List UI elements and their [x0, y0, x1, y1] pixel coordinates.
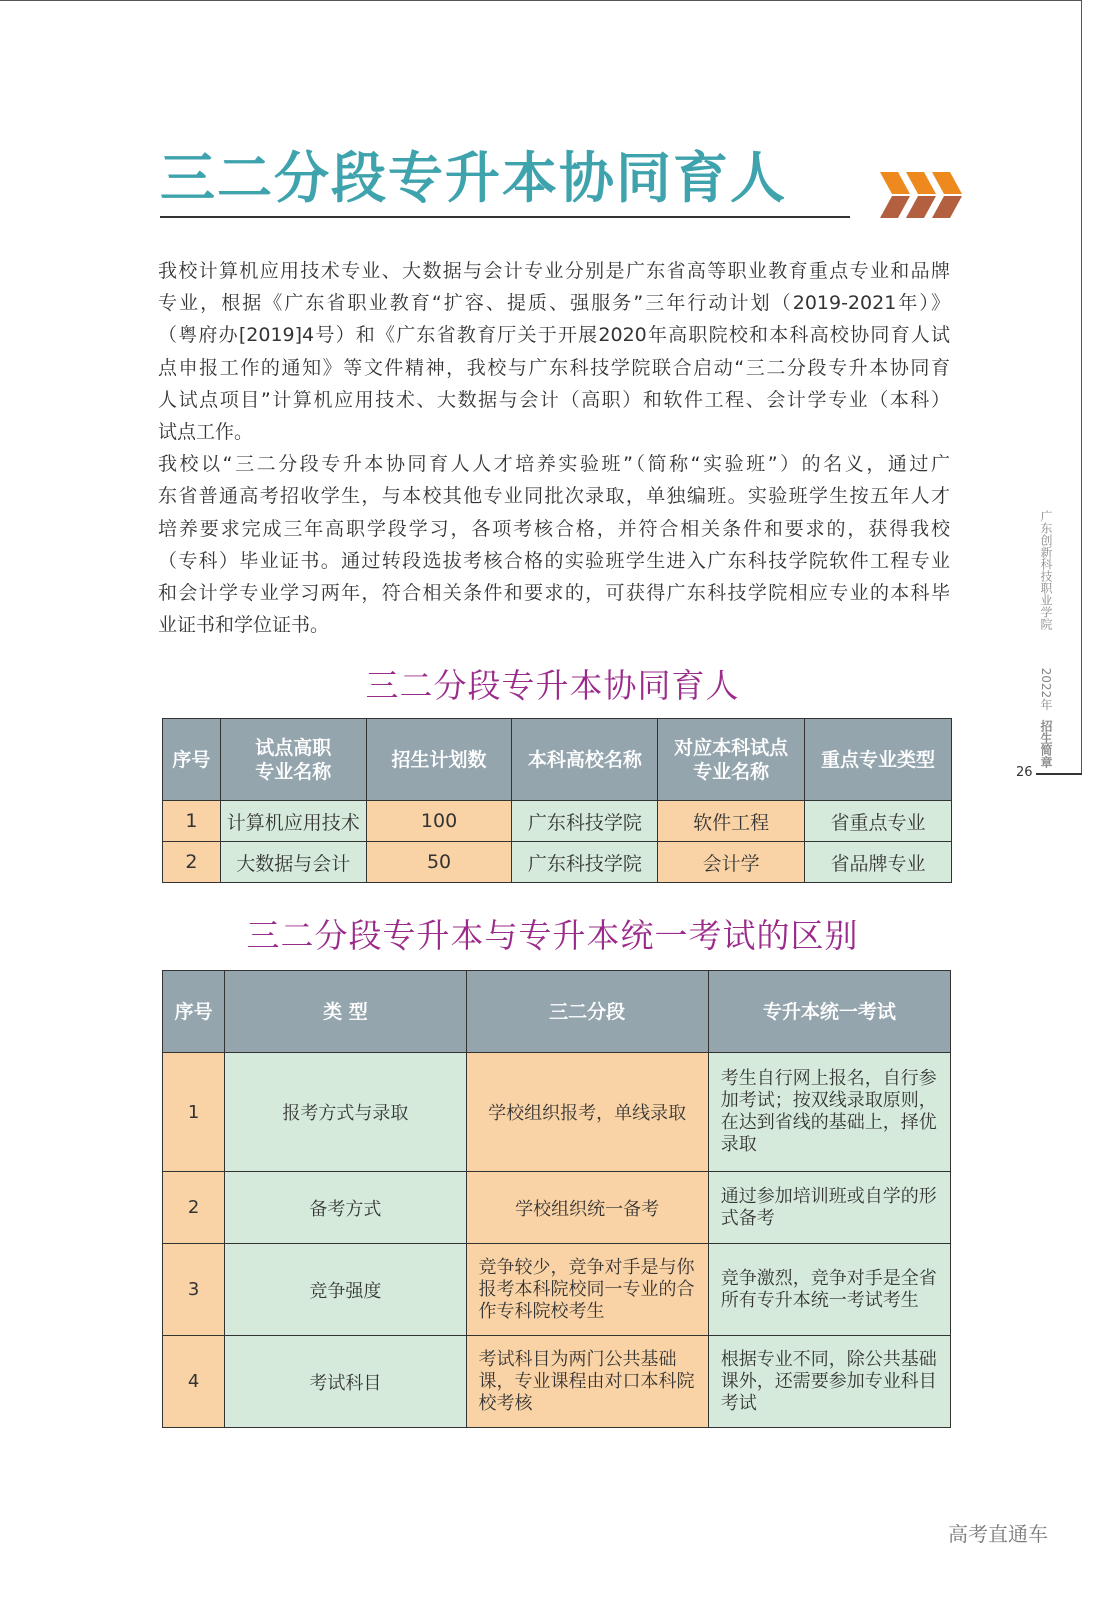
intro-text	[158, 255, 950, 641]
table2-cell: 考试科目为两门公共基础课，专业课程由对口本科院校考核	[466, 1336, 708, 1428]
page-number-rule	[1036, 773, 1082, 775]
top-border	[0, 0, 1082, 1]
page-title: 三二分段专升本协同育人	[160, 146, 788, 210]
table1-cell: 1	[163, 801, 221, 842]
body-line: （专科）毕业证书。通过转段选拔考核合格的实验班学生进入广东科技学院软件工程专业	[158, 549, 950, 572]
body-line: 人试点项目”计算机应用技术、大数据与会计（高职）和软件工程、会计学专业（本科）	[158, 388, 950, 411]
table-row	[163, 1172, 951, 1244]
table1-cell: 广东科技学院	[512, 801, 658, 842]
sidebar-text	[1036, 510, 1056, 768]
table2-header: 序号	[163, 971, 225, 1053]
table1-cell: 省重点专业	[805, 801, 952, 842]
table1-cell: 大数据与会计	[220, 842, 366, 883]
table2-cell: 报考方式与录取	[225, 1053, 466, 1172]
body-line: 专业，根据《广东省职业教育“扩容、提质、强服务”三年行动计划（2019-2021年）》	[158, 292, 950, 315]
table1-cell: 2	[163, 842, 221, 883]
school-name: 广东创新科技职业学院	[1039, 510, 1053, 630]
chevron-arrows-icon	[880, 172, 962, 218]
table2-cell: 竞争较少，竞争对手是与你报考本科院校同一专业的合作专科院校考生	[466, 1244, 708, 1336]
right-border	[1081, 0, 1082, 775]
body-line: 和会计学专业学习两年，符合相关条件和要求的，可获得广东科技学院相应专业的本科毕	[158, 582, 950, 605]
table2-cell: 1	[163, 1053, 225, 1172]
table1-header: 对应本科试点 专业名称	[658, 719, 805, 801]
table1-cell: 100	[366, 801, 512, 842]
table1-header: 试点高职 专业名称	[220, 719, 366, 801]
table1-cell: 软件工程	[658, 801, 805, 842]
table2-header: 类 型	[225, 971, 466, 1053]
body-line: 东省普通高考招收学生，与本校其他专业同批次录取，单独编班。实验班学生按五年人才	[158, 485, 950, 508]
table2-heading: 三二分段专升本与专升本统一考试的区别	[246, 916, 859, 955]
year: 2022年	[1039, 667, 1053, 711]
table2-cell: 考试科目	[225, 1336, 466, 1428]
table1-cell: 省品牌专业	[805, 842, 952, 883]
body-line: 我校以“三二分段专升本协同育人人才培养实验班”（简称“实验班”）的名义，通过广	[158, 453, 950, 476]
brochure-label: 招生简章	[1039, 720, 1053, 769]
table2-header: 三二分段	[466, 971, 708, 1053]
table1-header: 本科高校名称	[512, 719, 658, 801]
table-row	[163, 801, 952, 842]
table1-header: 序号	[163, 719, 221, 801]
body-line: （粤府办[2019]4号）和《广东省教育厅关于开展2020年高职院校和本科高校协同育人试	[158, 324, 950, 347]
table2-cell: 备考方式	[225, 1172, 466, 1244]
table1-header: 招生计划数	[366, 719, 512, 801]
watermark-footer: 高考直通车	[948, 1522, 1048, 1546]
table-row	[163, 1053, 951, 1172]
body-line: 业证书和学位证书。	[158, 614, 330, 637]
table1-cell: 广东科技学院	[512, 842, 658, 883]
body-line: 试点工作。	[158, 421, 254, 444]
table2-cell: 3	[163, 1244, 225, 1336]
comparison-table	[162, 970, 951, 1428]
table1-heading: 三二分段专升本协同育人	[365, 666, 740, 705]
table2-cell: 学校组织报考，单线录取	[466, 1053, 708, 1172]
table-row	[163, 1244, 951, 1336]
page-number: 26	[1016, 765, 1033, 780]
table-row	[163, 1336, 951, 1428]
body-line: 我校计算机应用技术专业、大数据与会计专业分别是广东省高等职业教育重点专业和品牌	[158, 260, 950, 282]
table2-header: 专升本统一考试	[708, 971, 950, 1053]
table2-cell: 考生自行网上报名，自行参加考试；按双线录取原则，在达到省线的基础上，择优录取	[708, 1053, 950, 1172]
table2-cell: 4	[163, 1336, 225, 1428]
table1-cell: 计算机应用技术	[220, 801, 366, 842]
table2-cell: 通过参加培训班或自学的形式备考	[708, 1172, 950, 1244]
table2-cell: 竞争激烈，竞争对手是全省所有专升本统一考试考生	[708, 1244, 950, 1336]
table2-cell: 根据专业不同，除公共基础课外，还需要参加专业科目考试	[708, 1336, 950, 1428]
table-row	[163, 842, 952, 883]
program-table	[162, 718, 952, 883]
table1-cell: 会计学	[658, 842, 805, 883]
table1-header: 重点专业类型	[805, 719, 952, 801]
table1-cell: 50	[366, 842, 512, 883]
table2-cell: 2	[163, 1172, 225, 1244]
body-line: 点申报工作的通知》等文件精神，我校与广东科技学院联合启动“三二分段专升本协同育	[158, 356, 950, 379]
table2-cell: 竞争强度	[225, 1244, 466, 1336]
title-underline	[160, 216, 850, 218]
body-line: 培养要求完成三年高职学段学习，各项考核合格，并符合相关条件和要求的，获得我校	[158, 517, 950, 540]
table2-cell: 学校组织统一备考	[466, 1172, 708, 1244]
